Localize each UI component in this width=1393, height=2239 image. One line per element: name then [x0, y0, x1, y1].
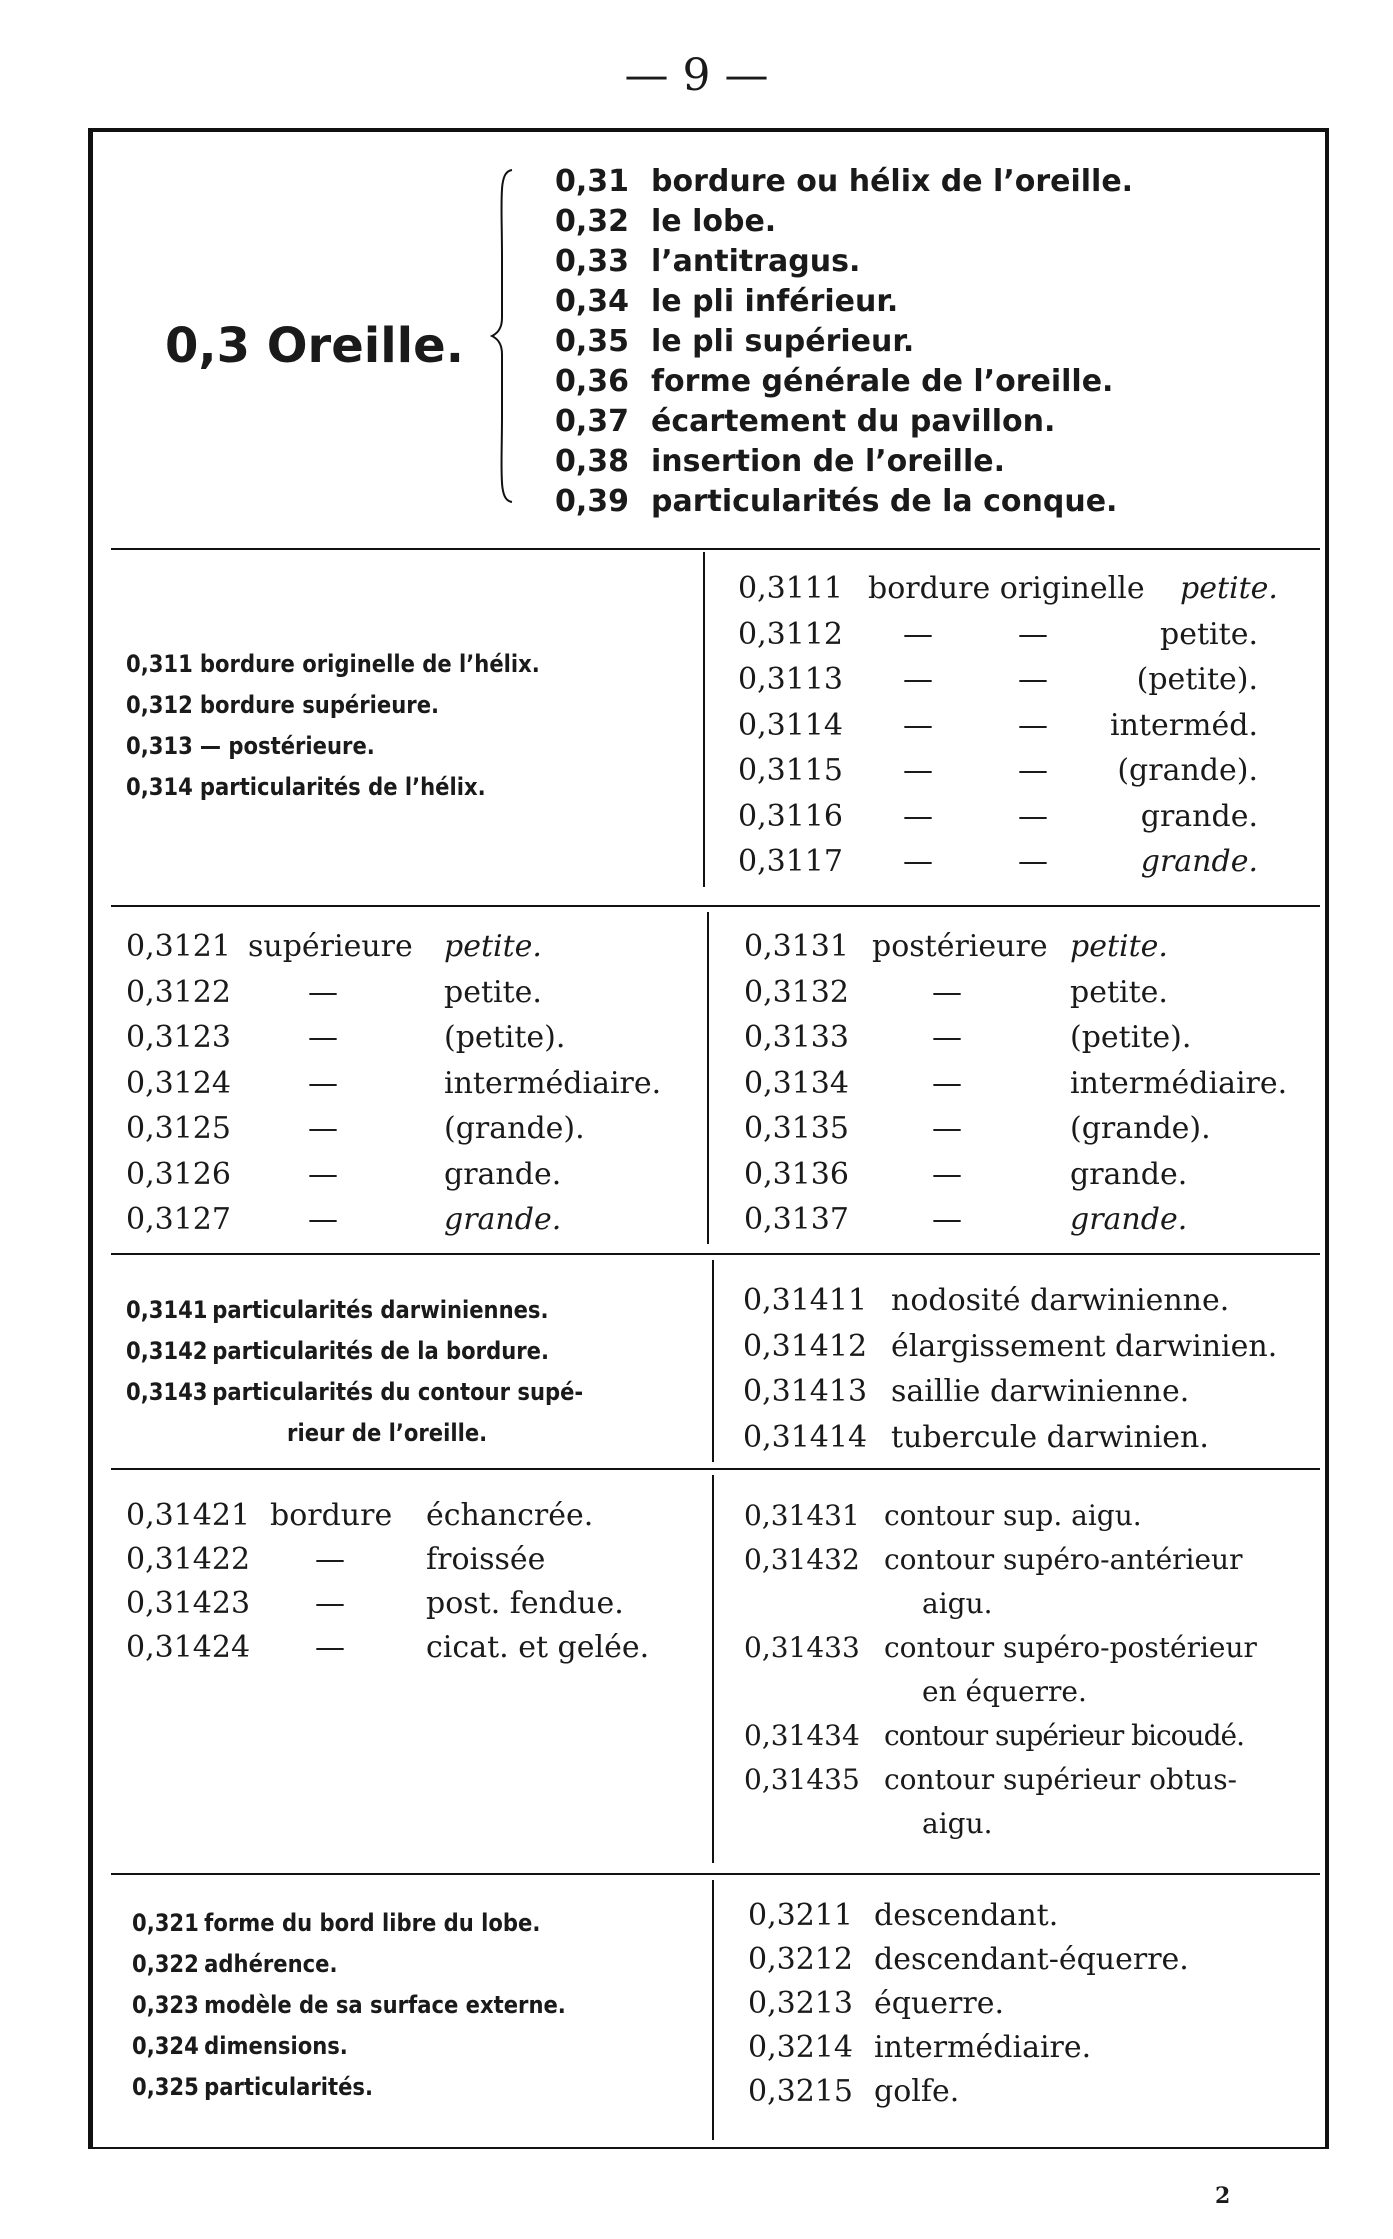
- list-item: [738, 748, 1278, 794]
- item-code: 0,36: [555, 364, 630, 399]
- list-item: [126, 1061, 661, 1107]
- item-code: 0,3122: [126, 974, 231, 1010]
- list-item: [744, 924, 1287, 970]
- item-label: le lobe.: [651, 204, 777, 239]
- divider: [111, 548, 1320, 550]
- item-code: 0,31414: [743, 1419, 868, 1455]
- item-code: 0,3116: [738, 798, 843, 834]
- brace-icon: [490, 168, 514, 504]
- item-label: bordure originelle: [868, 571, 1145, 606]
- item-label: bordure ou hélix de l’oreille.: [651, 164, 1134, 199]
- list-item: [744, 1106, 1287, 1152]
- divider: [111, 1468, 1320, 1470]
- item-value: échancrée.: [426, 1498, 594, 1533]
- list-item: [126, 1197, 661, 1243]
- item-label: intermédiaire.: [874, 2030, 1092, 2065]
- list-item: [126, 970, 661, 1016]
- list-item: [743, 1278, 1277, 1324]
- item-label: contour supéro-antérieur: [884, 1543, 1243, 1576]
- bordure-list: [126, 1494, 649, 1670]
- item-code: 0,3124: [126, 1065, 231, 1101]
- dash: —: [315, 1630, 345, 1665]
- item-value: grande.: [1070, 1202, 1188, 1237]
- list-item: [126, 1015, 661, 1061]
- item-value: petite.: [1070, 929, 1168, 964]
- list-item: [744, 1197, 1287, 1243]
- list-item: [748, 1938, 1189, 1982]
- item-label: contour supéro-postérieur: [884, 1631, 1257, 1664]
- list-item: [744, 1152, 1287, 1198]
- item-label: nodosité darwinienne.: [891, 1283, 1230, 1318]
- item-label: particularités de la conque.: [651, 484, 1118, 519]
- item-value: grande.: [444, 1202, 562, 1237]
- item-value: (grande).: [1117, 753, 1258, 788]
- list-item: [743, 1324, 1277, 1370]
- list-item: [126, 1290, 583, 1331]
- item-value: grande.: [444, 1156, 562, 1192]
- list-item: [132, 1985, 566, 2026]
- particularites-list: [126, 1290, 583, 1454]
- item-code: 0,3121: [126, 929, 231, 964]
- dash: —: [1018, 798, 1048, 834]
- item-code: 0,321: [132, 1909, 199, 1937]
- item-code: 0,31424: [126, 1630, 251, 1665]
- item-value: (grande).: [1070, 1111, 1211, 1146]
- item-code: 0,3142: [126, 1337, 208, 1365]
- item-value: petite.: [1180, 571, 1278, 606]
- item-value: petite.: [1070, 974, 1168, 1010]
- list-item: [738, 794, 1278, 840]
- item-code: 0,31423: [126, 1586, 251, 1621]
- item-code: 0,3132: [744, 974, 849, 1010]
- item-code: 0,3125: [126, 1111, 231, 1146]
- dash: —: [308, 1111, 338, 1146]
- item-code: 0,31421: [126, 1498, 251, 1533]
- divider: [111, 905, 1320, 907]
- list-item: [132, 2067, 566, 2108]
- item-code: 0,37: [555, 404, 630, 439]
- list-item: [126, 1106, 661, 1152]
- section-title: 0,3 Oreille.: [165, 318, 464, 374]
- item-code: 0,31413: [743, 1374, 868, 1409]
- list-item: [126, 1152, 661, 1198]
- list-item: [126, 767, 540, 808]
- item-code: 0,34: [555, 284, 630, 319]
- item-value: petite.: [444, 929, 542, 964]
- list-item: [126, 1331, 583, 1372]
- item-label: forme du bord libre du lobe.: [204, 1909, 541, 1937]
- dash: —: [308, 1065, 338, 1101]
- item-code: 0,3127: [126, 1202, 231, 1237]
- list-item: [126, 685, 540, 726]
- item-label: postérieure: [872, 929, 1048, 964]
- item-value: (petite).: [444, 1020, 566, 1055]
- list-item: [555, 442, 1133, 482]
- list-item: [132, 2026, 566, 2067]
- list-item: [555, 322, 1133, 362]
- darwiniennes-list: [743, 1278, 1277, 1460]
- list-item: [744, 1494, 1257, 1538]
- item-code: 0,39: [555, 484, 630, 519]
- item-code: 0,3112: [738, 616, 843, 652]
- list-item: [126, 1372, 583, 1413]
- item-label: tubercule darwinien.: [891, 1419, 1209, 1455]
- item-label: golfe.: [874, 2074, 960, 2109]
- item-code: 0,3114: [738, 707, 843, 743]
- item-code: 0,31411: [743, 1283, 868, 1318]
- list-item: [748, 1982, 1189, 2026]
- signature-mark: 2: [1215, 2183, 1231, 2209]
- list-item: [738, 839, 1278, 885]
- item-code: 0,3133: [744, 1020, 849, 1055]
- item-value: petite.: [444, 974, 542, 1010]
- item-code: 0,31412: [743, 1328, 868, 1364]
- list-item: [744, 1758, 1257, 1802]
- item-code: 0,3123: [126, 1020, 231, 1055]
- list-item-continuation: [126, 1413, 583, 1454]
- list-item: [748, 2070, 1189, 2114]
- item-code: 0,31: [555, 164, 630, 199]
- item-code: 0,38: [555, 444, 630, 479]
- item-label: dimensions.: [204, 2032, 348, 2060]
- item-label: contour supérieur bicoudé.: [884, 1719, 1244, 1752]
- dash: —: [315, 1542, 345, 1577]
- list-item: [744, 1061, 1287, 1107]
- helix-list: [126, 644, 540, 808]
- list-item: [555, 282, 1133, 322]
- list-item: [748, 2026, 1189, 2070]
- item-code: 0,31432: [744, 1543, 860, 1576]
- item-value: grande.: [1140, 844, 1258, 879]
- item-label: modèle de sa surface externe.: [204, 1991, 566, 2019]
- dash: —: [932, 1156, 962, 1192]
- dash: —: [903, 662, 933, 697]
- dash: —: [932, 1065, 962, 1101]
- lobe-list: [132, 1903, 566, 2108]
- item-label: l’antitragus.: [651, 244, 861, 279]
- list-item: [555, 202, 1133, 242]
- item-code: 0,3117: [738, 844, 843, 879]
- item-value: interméd.: [1109, 707, 1258, 743]
- item-code: 0,3212: [748, 1942, 853, 1977]
- list-item: [126, 1626, 649, 1670]
- list-item-continuation: [744, 1582, 1257, 1626]
- list-item: [744, 1538, 1257, 1582]
- dash: —: [932, 1020, 962, 1055]
- list-item: [555, 162, 1133, 202]
- item-code: 0,3214: [748, 2030, 853, 2065]
- list-item: [744, 1015, 1287, 1061]
- item-code: 0,325: [132, 2073, 199, 2101]
- item-code: 0,3131: [744, 929, 849, 964]
- dash: —: [315, 1586, 345, 1621]
- list-item: [555, 242, 1133, 282]
- item-code: 0,3134: [744, 1065, 849, 1101]
- list-item: [126, 1494, 649, 1538]
- dash: —: [1018, 616, 1048, 652]
- item-code: 0,31434: [744, 1719, 860, 1752]
- item-label: rieur de l’oreille.: [287, 1419, 488, 1447]
- dash: —: [932, 1111, 962, 1146]
- item-code: 0,3143: [126, 1378, 208, 1406]
- item-code: 0,3136: [744, 1156, 849, 1192]
- item-value: (petite).: [1136, 662, 1258, 697]
- item-label: en équerre.: [922, 1675, 1087, 1708]
- item-label: contour sup. aigu.: [884, 1499, 1142, 1532]
- list-item: [738, 657, 1278, 703]
- item-label: contour supérieur obtus-: [884, 1763, 1238, 1796]
- item-value: cicat. et gelée.: [426, 1630, 650, 1665]
- item-code: 0,314: [126, 773, 193, 801]
- list-item: [738, 703, 1278, 749]
- dash: —: [903, 707, 933, 743]
- list-item: [126, 644, 540, 685]
- item-code: 0,322: [132, 1950, 199, 1978]
- item-label: aigu.: [922, 1807, 993, 1840]
- item-label: bordure: [270, 1498, 393, 1533]
- divider: [111, 1873, 1320, 1875]
- column-divider: [707, 912, 709, 1244]
- item-code: 0,313: [126, 732, 193, 760]
- divider: [111, 1253, 1320, 1255]
- dash: —: [932, 1202, 962, 1237]
- list-item: [126, 924, 661, 970]
- item-code: 0,324: [132, 2032, 199, 2060]
- item-code: 0,3213: [748, 1986, 853, 2021]
- list-item: [132, 1903, 566, 1944]
- item-code: 0,3215: [748, 2074, 853, 2109]
- item-value: intermédiaire.: [1070, 1065, 1288, 1101]
- list-item: [555, 362, 1133, 402]
- item-label: bordure originelle de l’hélix.: [199, 650, 540, 678]
- item-label: — postérieure.: [199, 732, 375, 760]
- item-code: 0,31431: [744, 1499, 860, 1532]
- item-label: le pli supérieur.: [651, 324, 915, 359]
- item-code: 0,311: [126, 650, 193, 678]
- forme-lobe-list: [748, 1894, 1189, 2114]
- item-label: particularités darwiniennes.: [212, 1296, 549, 1324]
- item-code: 0,312: [126, 691, 193, 719]
- list-item: [555, 402, 1133, 442]
- contour-list: [744, 1494, 1257, 1846]
- dash: —: [932, 974, 962, 1010]
- list-item: [132, 1944, 566, 1985]
- item-code: 0,3126: [126, 1156, 231, 1192]
- item-value: froissée: [426, 1542, 546, 1577]
- item-label: équerre.: [874, 1986, 1005, 2021]
- item-label: bordure supérieure.: [199, 691, 440, 719]
- item-value: intermédiaire.: [444, 1065, 662, 1101]
- dash: —: [903, 798, 933, 834]
- item-label: descendant-équerre.: [874, 1942, 1189, 1977]
- list-item: [738, 566, 1278, 612]
- item-code: 0,35: [555, 324, 630, 359]
- item-value: (petite).: [1070, 1020, 1192, 1055]
- item-value: grande.: [1070, 1156, 1188, 1192]
- item-label: élargissement darwinien.: [891, 1328, 1278, 1364]
- page-number: — 9 —: [624, 50, 769, 101]
- item-code: 0,323: [132, 1991, 199, 2019]
- posterieure-list: [744, 924, 1287, 1243]
- item-value: petite.: [1160, 616, 1258, 652]
- item-code: 0,3137: [744, 1202, 849, 1237]
- item-label: écartement du pavillon.: [651, 404, 1056, 439]
- item-code: 0,3141: [126, 1296, 208, 1324]
- dash: —: [1018, 707, 1048, 743]
- list-item: [744, 970, 1287, 1016]
- column-divider: [712, 1880, 714, 2140]
- item-code: 0,3115: [738, 753, 843, 788]
- item-label: descendant.: [874, 1898, 1059, 1933]
- list-item-continuation: [744, 1802, 1257, 1846]
- dash: —: [308, 1156, 338, 1192]
- list-item: [126, 1538, 649, 1582]
- item-code: 0,3135: [744, 1111, 849, 1146]
- dash: —: [308, 974, 338, 1010]
- dash: —: [903, 616, 933, 652]
- item-code: 0,3111: [738, 571, 843, 606]
- item-label: particularités de la bordure.: [212, 1337, 550, 1365]
- dash: —: [1018, 662, 1048, 697]
- item-label: supérieure: [248, 929, 413, 964]
- item-label: aigu.: [922, 1587, 993, 1620]
- item-label: insertion de l’oreille.: [651, 444, 1005, 479]
- item-code: 0,31422: [126, 1542, 251, 1577]
- item-label: saillie darwinienne.: [891, 1374, 1190, 1409]
- dash: —: [1018, 753, 1048, 788]
- item-code: 0,32: [555, 204, 630, 239]
- dash: —: [903, 753, 933, 788]
- item-label: particularités.: [204, 2073, 373, 2101]
- item-value: post. fendue.: [426, 1586, 624, 1621]
- column-divider: [703, 552, 705, 887]
- item-label: particularités du contour supé-: [212, 1378, 584, 1406]
- item-label: adhérence.: [204, 1950, 338, 1978]
- item-code: 0,33: [555, 244, 630, 279]
- superieure-list: [126, 924, 661, 1243]
- list-item: [748, 1894, 1189, 1938]
- item-value: grande.: [1140, 798, 1258, 834]
- item-value: (grande).: [444, 1111, 585, 1146]
- ear-list: [555, 162, 1133, 522]
- column-divider: [712, 1475, 714, 1863]
- list-item: [744, 1626, 1257, 1670]
- item-label: particularités de l’hélix.: [199, 773, 486, 801]
- list-item: [744, 1714, 1257, 1758]
- bordure-originelle-list: [738, 566, 1278, 885]
- item-label: forme générale de l’oreille.: [651, 364, 1114, 399]
- dash: —: [903, 844, 933, 879]
- item-code: 0,3211: [748, 1898, 853, 1933]
- item-code: 0,31435: [744, 1763, 860, 1796]
- list-item: [743, 1415, 1277, 1461]
- dash: —: [308, 1020, 338, 1055]
- list-item: [555, 482, 1133, 522]
- list-item: [743, 1369, 1277, 1415]
- list-item: [738, 612, 1278, 658]
- list-item: [126, 1582, 649, 1626]
- item-code: 0,31433: [744, 1631, 860, 1664]
- dash: —: [308, 1202, 338, 1237]
- dash: —: [1018, 844, 1048, 879]
- column-divider: [712, 1260, 714, 1462]
- list-item: [126, 726, 540, 767]
- item-code: 0,3113: [738, 662, 843, 697]
- list-item-continuation: [744, 1670, 1257, 1714]
- item-label: le pli inférieur.: [651, 284, 899, 319]
